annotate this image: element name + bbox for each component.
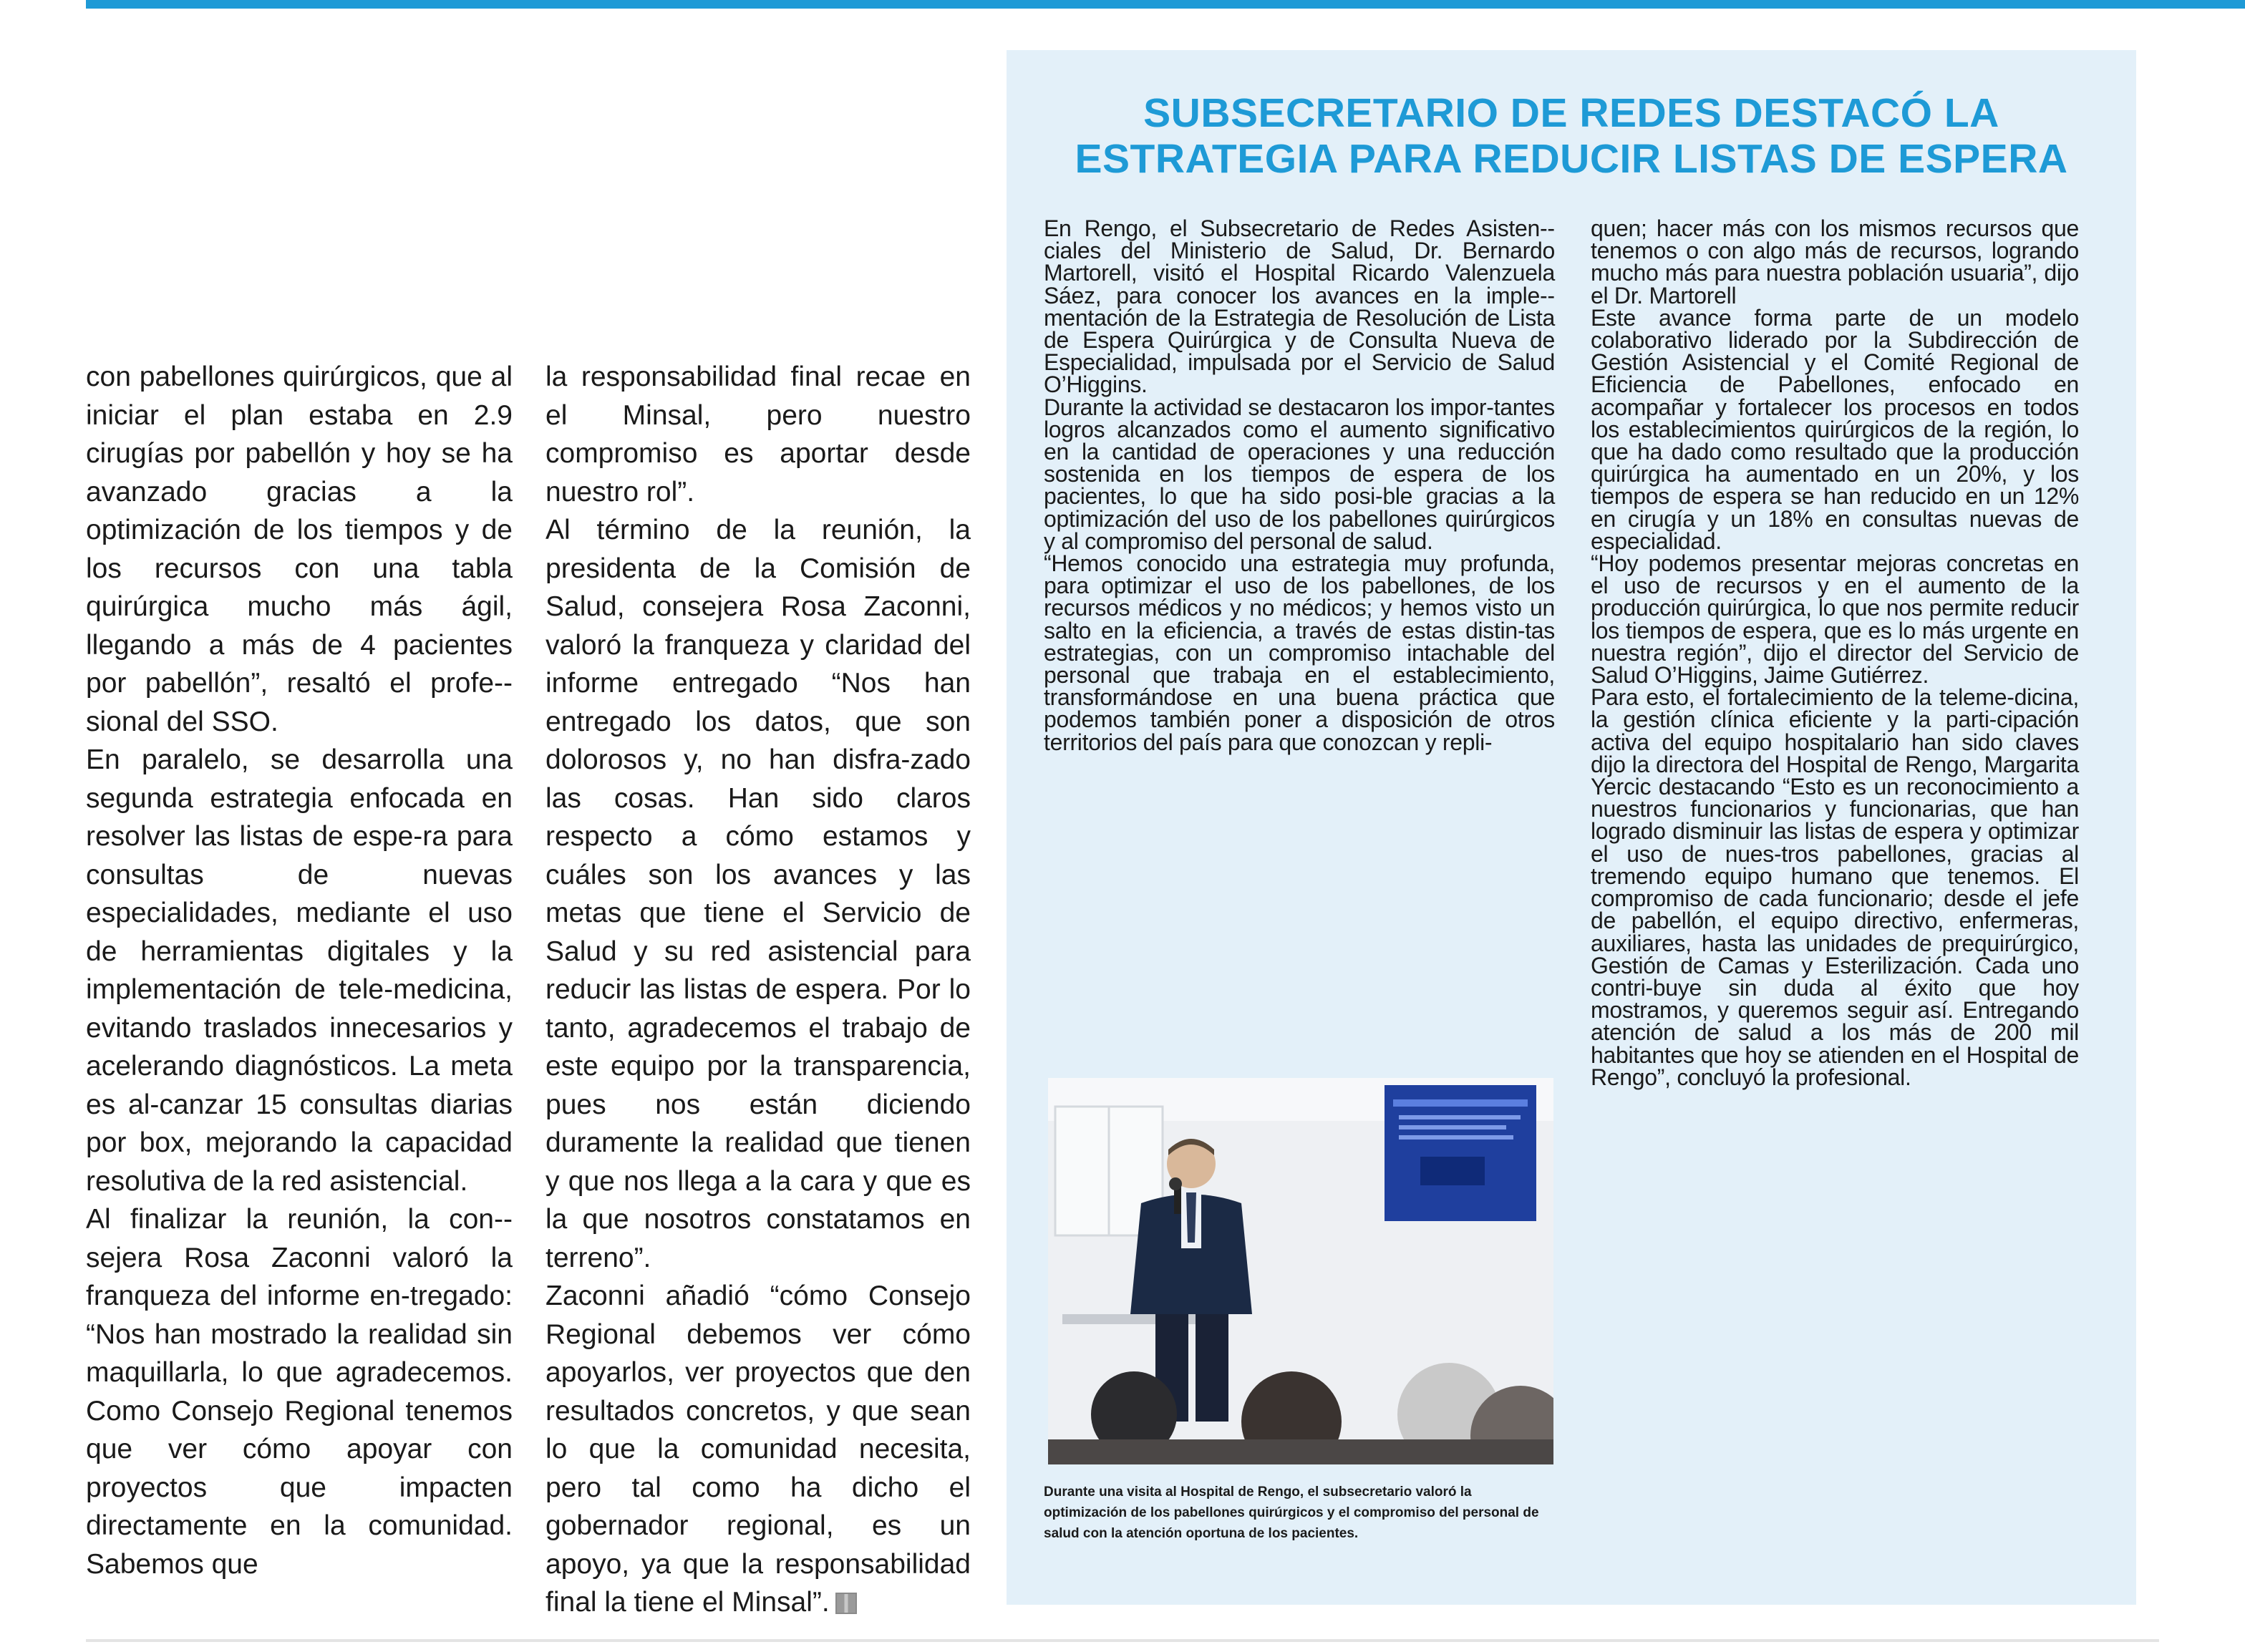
event-photo-illustration (1048, 1078, 1553, 1464)
article-paragraph: con pabellones quirúrgicos, que al iniciar el plan estaba en 2.9 cirugías por pabellón y hoy se ha avanzado gracias a la optimización de los tiempos y de los recursos con una tabla quirúrgica mucho más ágil, llegando a más de 4 pacientes por pabellón”, resaltó el profe-sional del SSO. (86, 361, 513, 737)
sidebar-headline-line-1: SUBSECRETARIO DE REDES DESTACÓ LA (1143, 90, 1999, 136)
article-paragraph: Al término de la reunión, la presidenta de la Comisión de Salud, consejera Rosa Zaconni, valoró la franqueza y claridad del informe entregado “Nos han entregado los datos, que son dolorosos y, no han disfra-zado las cosas. Han sido claros respecto a cómo estamos y cuáles son los avances y las metas que tiene el Servicio de Salud y su red asistencial para reducir las listas de espera. Por lo tanto, agradecemos el trabajo de este equipo por la transparencia, pues nos están diciendo duramente la realidad que tienen y que nos llega a la cara y que es la que nosotros constatamos en terreno”. (546, 515, 971, 1273)
sidebar-paragraph: Durante la actividad se destacaron los impor-tantes logros alcanzados como el aumento significativo en la cantidad de operaciones y una reducción sostenida en los tiempos de espera de los pacientes, lo que ha sido posi-ble gracias a la optimización del uso de los pabellones quirúrgicos y al compromiso del personal de salud. (1044, 394, 1555, 554)
sidebar-paragraph: Para esto, el fortalecimiento de la teleme-dicina, la gestión clínica eficiente y la parti-cipación activa del equipo hospitalario han sido claves dijo la directora del Hospital de Rengo, Margarita Yercic destacando “Esto es un reconocimiento a nuestros funcionarios y funcionarias, que han logrado disminuir las listas de espera y optimizar el uso de nues-tros pabellones, gracias al tremendo equipo humano que tenemos. El compromiso de cada funcionario; desde el jefe de pabellón, el equipo directivo, enfermeras, auxiliares, hasta las unidades de prequirúrgico, Gestión de Camas y Esterilización. Cada uno contri-buye sin duda al éxito que hoy mostramos, y queremos seguir así. Entregando atención de salud a los más de 200 mil habitantes que hoy se atienden en el Hospital de Rengo”, concluyó la profesional. (1591, 684, 2079, 1090)
sidebar-headline-line-2: ESTRATEGIA PARA REDUCIR LISTAS DE ESPERA (1075, 136, 2068, 182)
photo-caption: Durante una visita al Hospital de Rengo, el subsecretario valoró la optimización de los pabellones quirúrgicos y el compromiso del personal de salud con la atención oportuna de los pacientes. (1044, 1485, 1539, 1541)
sidebar-paragraph: Este avance forma parte de un modelo colaborativo liderado por la Subdirección de Gestión Asistencial y el Comité Regional de Eficiencia de Pabellones, enfocado en acompañar y fortalecer los procesos en todos los establecimientos quirúrgicos de la región, lo que ha dado como resultado que la producción quirúrgica ha aumentado en un 20%, y los tiempos de espera se han reducido en un 12% en cirugía y un 18% en consultas nuevas de especialidad. (1591, 304, 2079, 554)
sidebar-paragraph: quen; hacer más con los mismos recursos que tenemos o con algo más de recursos, logrando mucho más para nuestra población usuaria”, dijo el Dr. Martorell (1591, 215, 2079, 308)
article-paragraph: Al finalizar la reunión, la con-sejera Rosa Zaconni valoró la franqueza del informe en-tregado: “Nos han mostrado la realidad sin maquillarla, lo que agradecemos. Como Consejo Regional tenemos que ver cómo apoyar con proyectos que impacten directamente en la comunidad. Sabemos que (86, 1204, 513, 1580)
article-column-2 (546, 358, 971, 1622)
sidebar-box (1007, 50, 2136, 1605)
sidebar-column-2 (1591, 215, 2079, 1090)
top-accent-rule (86, 0, 2245, 9)
article-paragraph: la responsabilidad final recae en el Minsal, pero nuestro compromiso es aportar desde nuestro rol”. (546, 361, 971, 507)
article-paragraph: En paralelo, se desarrolla una segunda estrategia enfocada en resolver las listas de espe-ra para consultas de nuevas especialidades, mediante el uso de herramientas digitales y la implementación de tele-medicina, evitando traslados innecesarios y acelerando diagnósticos. La meta es al-canzar 15 consultas diarias por box, mejorando la capacidad resolutiva de la red asistencial. (86, 744, 513, 1197)
article-column-1 (86, 358, 513, 1583)
sidebar-column-1 (1044, 215, 1555, 755)
bottom-divider (86, 1639, 2159, 1642)
article-end-icon (835, 1593, 857, 1614)
sidebar-paragraph: “Hoy podemos presentar mejoras concretas en el uso de recursos y en el aumento de la producción quirúrgica, lo que nos permite reducir los tiempos de espera, que es lo más urgente en nuestra región”, dijo el director del Servicio de Salud O’Higgins, Jaime Gutiérrez. (1591, 550, 2079, 689)
event-photo (1048, 1078, 1553, 1464)
article-paragraph-text: Zaconni añadió “cómo Consejo Regional debemos ver cómo apoyarlos, ver proyectos que den resultados concretos, y que sean lo que la comunidad necesita, pero tal como ha dicho el gobernador regional, es un apoyo, ya que la responsabilidad final la tiene el Minsal”. (546, 1281, 971, 1618)
sidebar-paragraph: En Rengo, el Subsecretario de Redes Asisten-ciales del Ministerio de Salud, Dr. Bernardo Martorell, visitó el Hospital Ricardo Valenzuela Sáez, para conocer los avances en la imple-mentación de la Estrategia de Resolución de Lista de Espera Quirúrgica y de Consulta Nueva de Especialidad, impulsada por el Servicio de Salud O’Higgins. (1044, 215, 1555, 398)
sidebar-headline (1007, 90, 2136, 182)
article-paragraph (546, 1277, 971, 1622)
sidebar-paragraph: “Hemos conocido una estrategia muy profunda, para optimizar el uso de los pabellones, de los recursos médicos y no médicos; y hemos visto un salto en la eficiencia, a través de estas distin-tas estrategias, con un compromiso intachable del personal que trabaja en el establecimiento, transformándose en una buena práctica que podemos también poner a disposición de otros territorios del país para que conozcan y repli- (1044, 550, 1555, 755)
